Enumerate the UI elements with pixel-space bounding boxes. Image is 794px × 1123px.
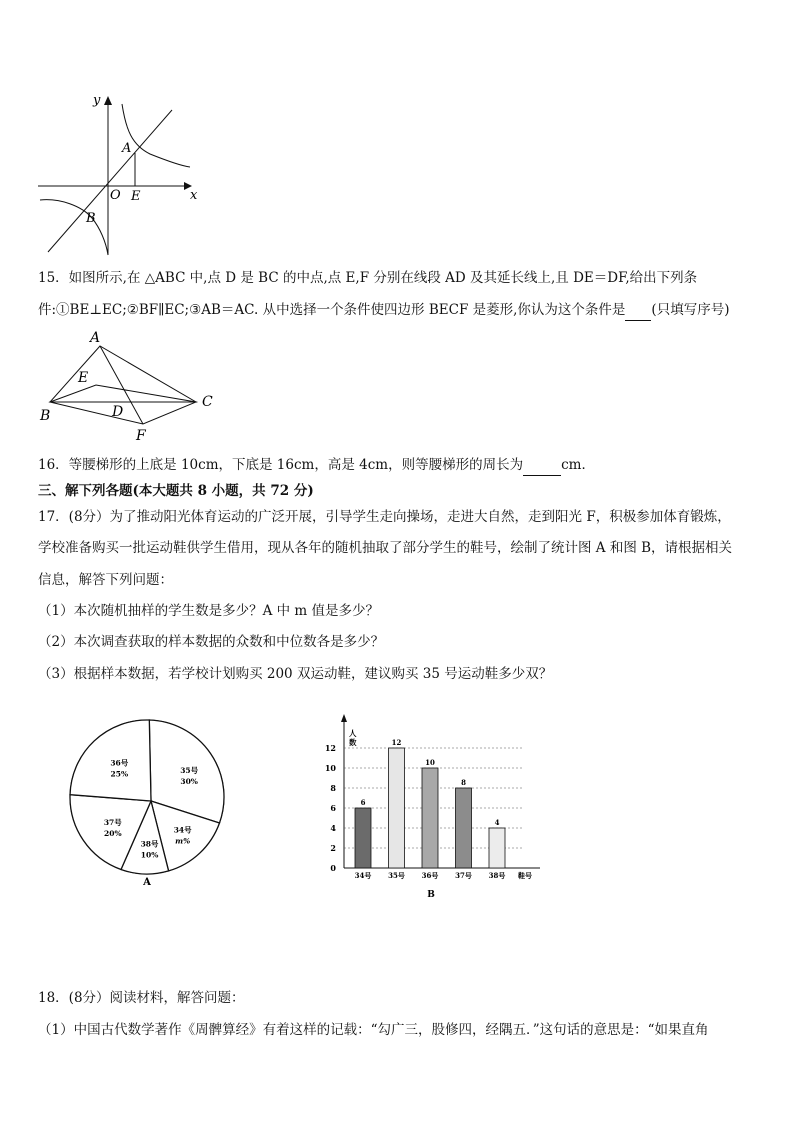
bar — [355, 808, 371, 868]
fig-label-F: F — [136, 428, 146, 444]
bar — [389, 748, 405, 868]
fig-label-A: A — [90, 330, 101, 346]
q18-line2: （1）中国古代数学著作《周髀算经》有着这样的记载：“勾广三，股修四，经隅五．”这句话的意思是：“如果直角 — [38, 1022, 709, 1038]
bar-x-label: 鞋号 — [518, 871, 532, 880]
label-y: y — [93, 93, 101, 108]
q15-line1: 15．如图所示,在 △ABC 中,点 D 是 BC 的中点,点 E,F 分别在线段 AD 及其延长线上,且 DE＝DF,给出下列条 — [38, 270, 698, 286]
bar — [456, 788, 472, 868]
label-B: B — [86, 211, 96, 226]
hyperbola-lower — [40, 200, 108, 255]
bar-y-tick: 8 — [330, 783, 336, 793]
bar-category-label: 37号 — [455, 871, 472, 880]
bar-data-label: 8 — [461, 778, 466, 787]
y-axis-arrow — [104, 96, 112, 105]
bar — [422, 768, 438, 868]
bar-category-label: 38号 — [488, 871, 506, 880]
fig-label-D: D — [112, 404, 124, 420]
bar — [489, 828, 505, 868]
bar-y-arrow — [341, 714, 347, 722]
bar-data-label: 4 — [494, 818, 500, 827]
q18-line1: 18．(8分）阅读材料，解答问题： — [38, 990, 245, 1006]
q17-sub3: （3）根据样本数据，若学校计划购买 200 双运动鞋，建议购买 35 号运动鞋多少双？ — [38, 666, 553, 682]
bar-data-label: 6 — [360, 798, 366, 807]
q15-line2 — [38, 300, 778, 321]
bar-data-label: 10 — [425, 758, 435, 767]
q15-line2-hint: (只填写序号) — [651, 302, 730, 318]
q16-unit: cm． — [561, 457, 595, 473]
pie-slice-label: 35号 — [180, 765, 199, 775]
bar-category-label: 34号 — [354, 871, 372, 880]
pie-slice-value: m% — [175, 836, 191, 846]
label-E: E — [131, 189, 141, 204]
pie-slice-label: 38号 — [140, 839, 159, 849]
bar-y-tick: 12 — [324, 743, 336, 753]
label-O: O — [110, 188, 121, 203]
q16-answer-blank — [523, 455, 561, 476]
pie-slice-value: 30% — [180, 776, 198, 786]
pie-title: A — [143, 877, 151, 888]
bar-data-label: 12 — [391, 738, 402, 747]
pie-slice-label: 37号 — [103, 818, 122, 828]
bar-y-tick: 4 — [330, 823, 336, 833]
pie-slice-value: 20% — [104, 829, 122, 839]
bar-y-tick: 0 — [330, 863, 336, 873]
q17-line3: 信息，解答下列问题： — [38, 572, 173, 588]
q17-sub1: （1）本次随机抽样的学生数是多少？A 中 m 值是多少？ — [38, 603, 380, 619]
bar-y-tick: 2 — [330, 843, 336, 853]
q15-answer-blank — [625, 300, 651, 321]
pie-slice-label: 34号 — [173, 825, 192, 835]
bar-category-label: 35号 — [388, 871, 405, 880]
q16-text: 16．等腰梯形的上底是 10cm，下底是 16cm，高是 4cm，则等腰梯形的周长为 — [38, 457, 524, 473]
bar-category-label: 36号 — [421, 871, 439, 880]
bar-y-label: 人 — [349, 729, 357, 738]
q17-line1: 17．(8分）为了推动阳光体育运动的广泛开展，引导学生走向操场，走进大自然，走到阳光 F，积极参加体育锻炼， — [38, 509, 731, 525]
fig-label-B: B — [40, 408, 51, 424]
q16-line — [38, 455, 778, 476]
label-x: x — [190, 188, 198, 203]
q15-line2-text: 件:①BE⊥EC;②BF∥EC;③AB＝AC. 从中选择一个条件使四边形 BECF 是菱形,你认为这个条件是 — [38, 302, 626, 318]
line-AB — [48, 110, 172, 252]
hyperbola-upper — [122, 104, 190, 167]
bar-y-tick: 10 — [324, 763, 336, 773]
label-A: A — [122, 141, 132, 156]
q17-sub2: （2）本次调查获取的样本数据的众数和中位数各是多少？ — [38, 634, 385, 650]
fig-label-E: E — [78, 370, 89, 386]
pie-slice-value: 25% — [110, 769, 129, 779]
q15-figure — [36, 328, 226, 446]
bar-chart-B — [318, 708, 548, 908]
bar-y-label: 数 — [349, 738, 357, 747]
pie-chart-A — [66, 712, 236, 892]
fig-label-C: C — [202, 394, 213, 410]
section3-heading: 三、解下列各题(本大题共 8 小题，共 72 分) — [38, 483, 314, 499]
q14-graph — [30, 90, 210, 260]
pie-slice-label: 36号 — [110, 758, 129, 768]
pie-slice-value: 10% — [140, 850, 159, 860]
bar-title: B — [427, 890, 435, 900]
q17-line2: 学校准备购买一批运动鞋供学生借用，现从各年的随机抽取了部分学生的鞋号，绘制了统计图 A 和图 B，请根据相关 — [38, 540, 733, 556]
bar-y-tick: 6 — [330, 803, 336, 813]
